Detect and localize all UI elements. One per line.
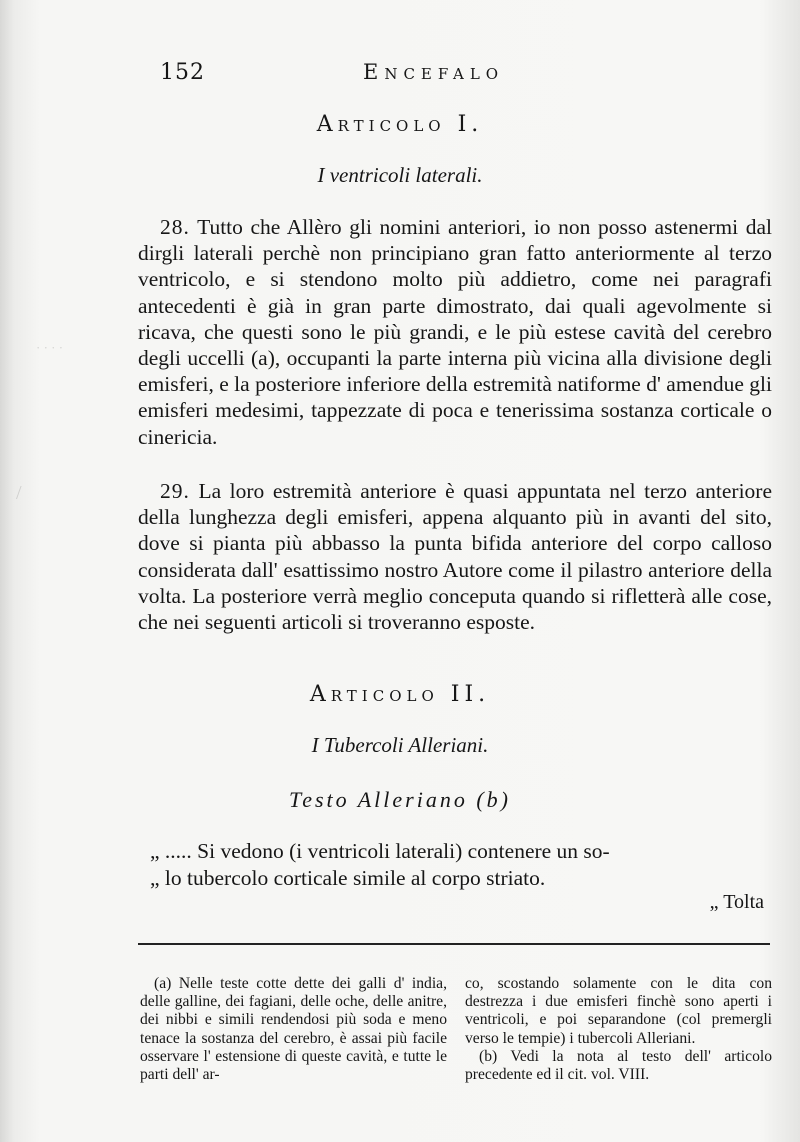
paragraph-28: [138, 214, 772, 450]
article-1-heading: Articolo I.: [316, 112, 484, 137]
article-2-title: I Tubercoli Alleriani.: [311, 733, 489, 757]
article-2-heading: Articolo II.: [309, 682, 491, 707]
footnote-column-right: [465, 975, 772, 1084]
quoted-text: [150, 838, 772, 892]
paragraph-number: 29.: [160, 479, 190, 503]
quote-line: „ lo tubercolo corticale simile al corpo striato.: [150, 866, 546, 890]
footnote-a: (a) Nelle teste cotte dette dei galli d' india, delle galline, dei fagiani, delle oche, delle anitre, dei nibbi e simili rendendosi più soda e meno tenace la sostanza del cerebro, è assai più facile osservare l' estensione di queste cavità, e tutte le parti dell' ar-: [140, 975, 447, 1084]
paragraph-29: [138, 478, 772, 635]
paragraph-text: Tutto che Allèro gli nomini anteriori, io non posso astenermi dal dirgli laterali perchè non principiano gran fatto anteriormente al terzo ventricolo, e si stendono molto più addietro, come nei paragrafi antecedenti è già in gran parte dimostrato, dai quali agevolmente si ricava, che questi sono le più grandi, e le più estese cavità del cerebro degli uccelli (a), occupanti la parte interna più vicina alla divisione degli emisferi, e la posteriore inferiore della estremità natiforme d' amendue gli emisferi medesimi, tappezzate di poca e tenerissima sostanza corticale o cinericia.: [138, 215, 772, 449]
catchword: „ Tolta: [709, 891, 764, 913]
footnote-a-continued: co, scostando solamente con le dita con destrezza i due emisferi finchè sono aperti i ventricoli, e poi separandone (col premergli verso le tempie) i tubercoli Alleriani.: [465, 975, 772, 1047]
testo-heading: Testo Alleriano (b): [288, 787, 511, 812]
footnotes: [140, 975, 772, 1084]
article-1-title: I ventricoli laterali.: [317, 163, 483, 187]
page-header: [0, 60, 800, 90]
paragraph-text: La loro estremità anteriore è quasi appuntata nel terzo anteriore della lunghezza degli emisferi, appena alquanto più in avanti del sito, dove si pianta più abbasso la punta bifida anteriore del corpo calloso considerata dall' esattissimo nostro Autore come il pilastro anteriore della volta. La posteriore verrà meglio conceputa quando si rifletterà alle cose, che nei seguenti articoli si troveranno esposte.: [138, 479, 773, 635]
footnote-rule: [138, 943, 770, 945]
margin-mark: /: [16, 482, 22, 504]
quote-line: „ ..... Si vedono (i ventricoli laterali) contenere un so-: [150, 839, 610, 863]
margin-bleed: · · · ·: [36, 340, 64, 355]
page-number: 152: [160, 60, 205, 85]
footnote-column-left: [140, 975, 447, 1084]
footnote-b: (b) Vedi la nota al testo dell' articolo precedente ed il cit. vol. VIII.: [465, 1047, 772, 1084]
running-title: Encefalo: [363, 60, 505, 84]
paragraph-number: 28.: [160, 215, 190, 239]
